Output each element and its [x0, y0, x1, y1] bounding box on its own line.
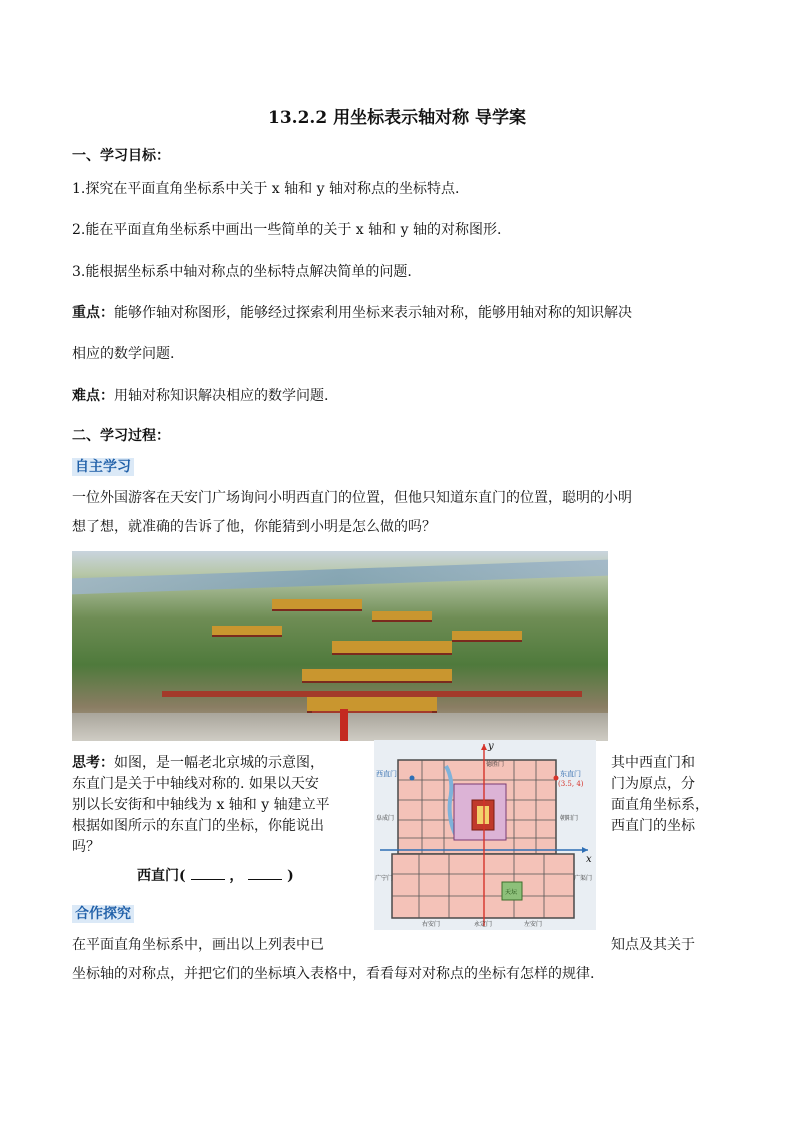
think-line-4b: 西直门的坐标 [611, 818, 695, 834]
map-south-left-label: 右安门 [422, 921, 441, 928]
map-north-gate-label: 德胜门 [486, 761, 505, 768]
think-line-1a [72, 752, 324, 772]
beijing-map [374, 740, 596, 930]
forbidden-city-photo [72, 551, 608, 741]
map-y-arrow [481, 744, 487, 750]
map-west-gate-point [410, 776, 415, 781]
map-south-right-label: 左安门 [524, 921, 543, 928]
coop-line-2: 坐标轴的对称点，并把它们的坐标填入表格中，看看每对对称点的坐标有怎样的规律. [72, 966, 595, 982]
photo-banner [340, 709, 348, 741]
photo-roof-5 [452, 631, 522, 642]
think-line-3a: 别以长安街和中轴线为 x 轴和 y 轴建立平 [72, 797, 330, 813]
answer-blank-x[interactable] [191, 867, 225, 880]
answer-end: ) [287, 868, 294, 884]
photo-roof-2 [372, 611, 432, 622]
map-east-coord: (3.5, 4) [558, 780, 584, 788]
goal-2: 2.能在平面直角坐标系中画出一些简单的关于 x 轴和 y 轴的对称图形. [72, 222, 502, 238]
map-east-gate-label: 东直门 [560, 770, 581, 778]
goal-1: 1.探究在平面直角坐标系中关于 x 轴和 y 轴对称点的坐标特点. [72, 181, 460, 197]
photo-roof-1 [272, 599, 362, 611]
map-south-gate-label: 永定门 [474, 921, 493, 928]
key-point-label: 重点： [72, 305, 114, 321]
coop-tag-text: 合作探究 [72, 905, 134, 923]
difficulty-label: 难点： [72, 388, 114, 404]
think-line-2b: 门为原点，分 [611, 776, 695, 792]
section-process-heading: 二、学习过程： [72, 428, 170, 444]
answer-blank-y[interactable] [248, 867, 282, 880]
map-south-east-label: 广渠门 [574, 875, 593, 882]
self-study-line-2: 想了想，就准确的告诉了他，你能猜到小明是怎么做的吗？ [72, 519, 436, 535]
think-line-4a: 根据如图所示的东直门的坐标，你能说出 [72, 818, 324, 834]
think-label: 思考： [72, 755, 114, 771]
answer-label: 西直门( [137, 868, 186, 884]
map-south-west-label: 广宁门 [375, 875, 394, 882]
photo-roof-3 [212, 626, 282, 637]
goal-3: 3.能根据坐标系中轴对称点的坐标特点解决简单的问题. [72, 264, 412, 280]
key-point-cont: 相应的数学问题. [72, 346, 175, 362]
answer-sep: ， [229, 868, 244, 884]
photo-roof-6 [302, 669, 452, 683]
difficulty [72, 385, 328, 405]
think-line-1b: 其中西直门和 [611, 755, 695, 771]
key-point-text: 能够作轴对称图形，能够经过探索利用坐标来表示轴对称，能够用轴对称的知识解决 [114, 305, 632, 321]
map-temple-label: 天坛 [505, 889, 518, 896]
key-point [72, 302, 632, 322]
coop-tag [72, 903, 134, 923]
self-study-tag [72, 456, 134, 476]
map-x-label: x [586, 854, 592, 865]
map-palace-core [477, 806, 489, 824]
think-line-5: 吗？ [72, 839, 100, 855]
think-text-1: 如图，是一幅老北京城的示意图， [114, 755, 324, 771]
map-west-gate-label: 西直门 [376, 770, 397, 778]
think-line-2a: 东直门是关于中轴线对称的. 如果以天安 [72, 776, 319, 792]
photo-river [72, 560, 608, 595]
map-west2-label: 阜成门 [376, 815, 395, 822]
difficulty-text: 用轴对称知识解决相应的数学问题. [114, 388, 329, 404]
map-y-label: y [488, 741, 494, 752]
map-svg [374, 740, 596, 930]
coop-line-1a: 在平面直角坐标系中，画出以上列表中已 [72, 937, 324, 953]
section-goals-heading: 一、学习目标： [72, 148, 170, 164]
page-title: 13.2.2 用坐标表示轴对称 导学案 [268, 108, 526, 128]
map-east2-label: 朝阳门 [560, 815, 579, 822]
map-x-arrow [582, 847, 588, 853]
self-study-tag-text: 自主学习 [72, 458, 134, 476]
think-line-3b: 面直角坐标系， [611, 797, 709, 813]
answer-line [137, 865, 294, 885]
photo-roof-4 [332, 641, 452, 655]
coop-line-1b: 知点及其关于 [611, 937, 695, 953]
self-study-line-1: 一位外国游客在天安门广场询问小明西直门的位置，但他只知道东直门的位置，聪明的小明 [72, 490, 632, 506]
